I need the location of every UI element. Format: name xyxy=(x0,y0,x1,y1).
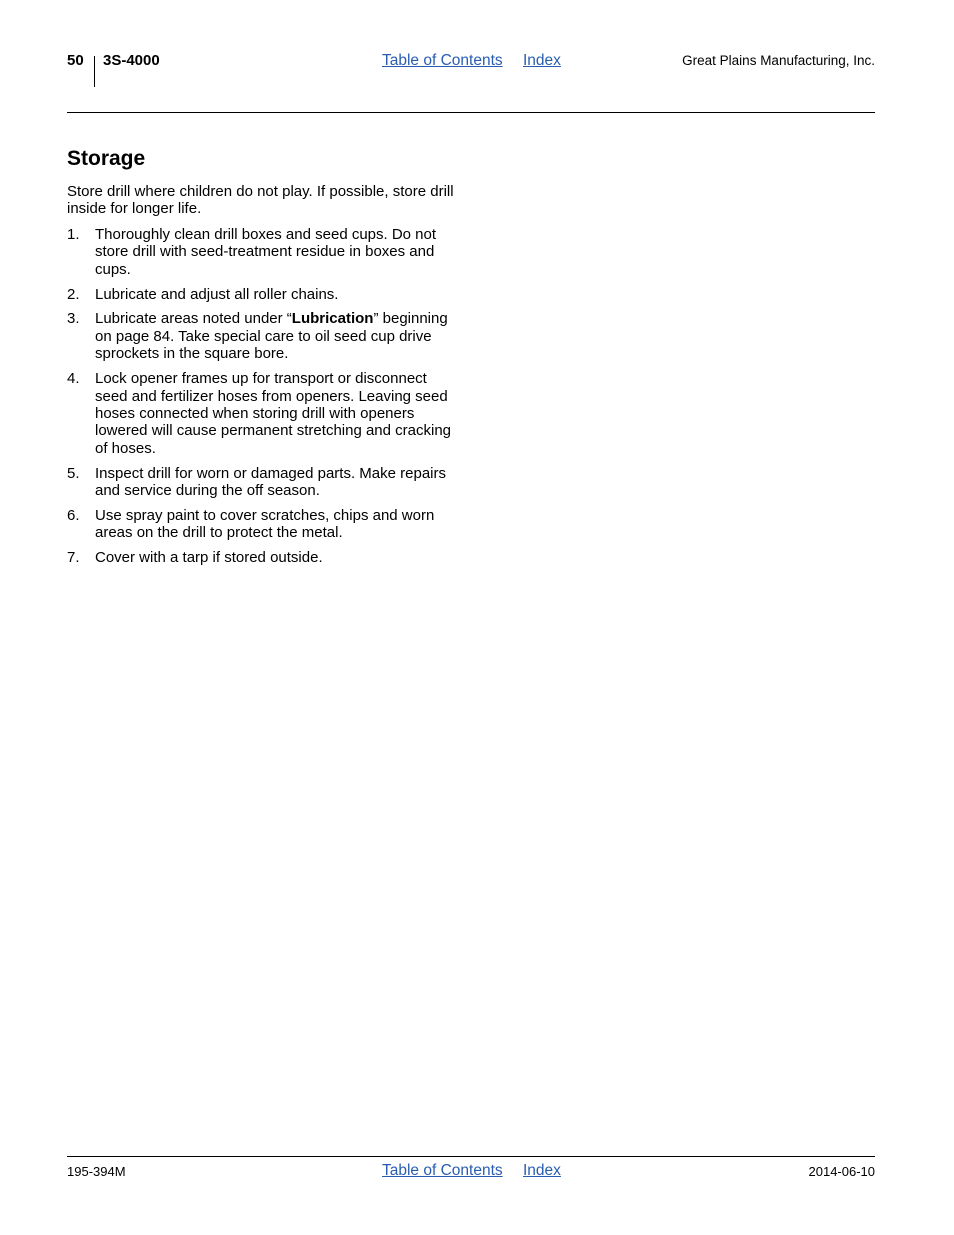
list-item xyxy=(67,549,462,566)
header-separator xyxy=(94,56,95,87)
revision-date: 2014-06-10 xyxy=(808,1164,875,1179)
footer-rule xyxy=(67,1156,875,1157)
model-name: 3S-4000 xyxy=(103,52,160,69)
section-body xyxy=(67,183,462,574)
list-item xyxy=(67,226,462,278)
page-number: 50 xyxy=(67,52,84,69)
footer-index-link[interactable]: Index xyxy=(523,1162,561,1179)
intro-paragraph: Store drill where children do not play. If possible, store drill inside for longer life. xyxy=(67,183,454,218)
step-number: 1. xyxy=(67,225,80,243)
step-text: Use spray paint to cover scratches, chips and worn areas on the drill to protect the metal. xyxy=(95,507,435,542)
step-text: Cover with a tarp if stored outside. xyxy=(95,549,323,567)
step-number: 4. xyxy=(67,370,80,388)
company-name: Great Plains Manufacturing, Inc. xyxy=(682,53,875,68)
step-text xyxy=(95,310,448,362)
header-toc-link[interactable]: Table of Contents xyxy=(382,52,503,69)
step-number: 7. xyxy=(67,549,80,567)
step-text-after: ” beginning on page 84. Take special care to oil seed cup drive sprockets in the square bore. xyxy=(95,310,448,363)
step-text: Lubricate and adjust all roller chains. xyxy=(95,285,339,303)
step-number: 5. xyxy=(67,464,80,482)
footer-toc-link[interactable]: Table of Contents xyxy=(382,1162,503,1179)
list-item xyxy=(67,465,462,500)
list-item xyxy=(67,286,462,303)
step-text-before: Lubricate areas noted under “ xyxy=(95,310,292,328)
step-text: Inspect drill for worn or damaged parts. Make repairs and service during the off season. xyxy=(95,464,446,500)
part-number: 195-394M xyxy=(67,1164,126,1179)
lubrication-reference: Lubrication xyxy=(291,310,374,328)
list-item xyxy=(67,310,462,362)
step-text: Thoroughly clean drill boxes and seed cups. Do not store drill with seed-treatment residue in boxes and cups. xyxy=(95,225,437,278)
step-number: 3. xyxy=(67,310,80,328)
header-index-link[interactable]: Index xyxy=(523,52,561,69)
step-number: 2. xyxy=(67,285,80,303)
header-rule xyxy=(67,112,875,113)
step-number: 6. xyxy=(67,507,80,524)
step-text: Lock opener frames up for transport or disconnect seed and fertilizer hoses from openers. Leaving seed hoses connected when storing drill with openers lowered will cause permanent stretching and cracking of hoses. xyxy=(95,370,452,457)
steps-list xyxy=(67,226,462,567)
list-item xyxy=(67,370,462,457)
list-item xyxy=(67,507,462,542)
section-title: Storage xyxy=(67,147,146,170)
